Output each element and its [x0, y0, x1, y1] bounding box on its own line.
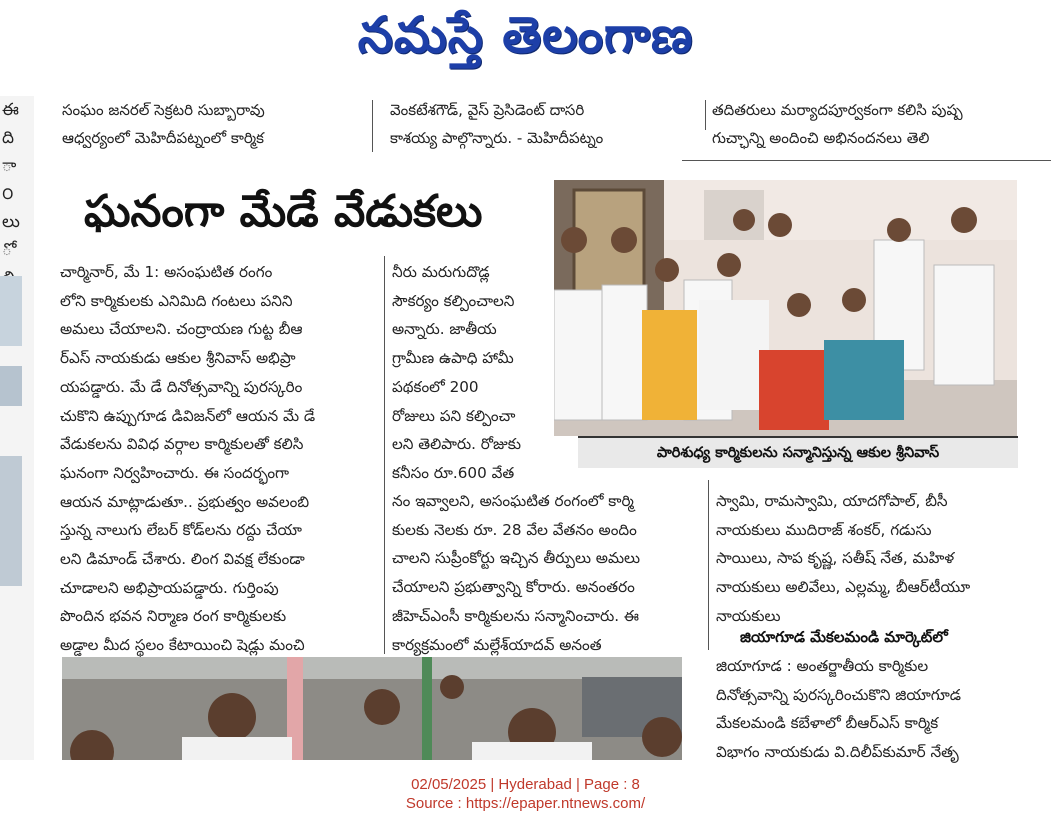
text-line: నాయకులు ముదిరాజ్ శంకర్, గడుసు	[716, 520, 932, 539]
photo-caption: పారిశుధ్య కార్మికులను సన్మానిస్తున్న ఆకుల శ్రీనివాస్	[578, 436, 1018, 468]
masthead-title: నమస్తే తెలంగాణ	[357, 6, 694, 64]
text-line: స్తున్న నాలుగు లేబర్ కోడ్‌లను రద్దు చేయా	[60, 521, 302, 540]
text-line: అమలు చేయాలని. చంద్రాయణ గుట్ట బీఆ	[60, 320, 303, 339]
article-column-right-2	[716, 652, 1046, 767]
edge-text-fragment: ా	[2, 156, 17, 176]
footer-source-line: Source : https://epaper.ntnews.com/	[405, 795, 646, 812]
top-strip-column-1	[62, 96, 362, 152]
adjacent-column-fragment	[0, 96, 34, 760]
text-line: కనీసం రూ.600 వేత	[392, 463, 515, 482]
column-divider	[384, 256, 385, 654]
text-line: సౌకర్యం కల్పించాలని	[392, 291, 515, 310]
headline: ఘనంగా మేడే వేడుకలు	[84, 186, 483, 237]
edge-text-fragment: లు	[2, 212, 20, 232]
text-line: లని డిమాండ్ చేశారు. లింగ వివక్ష లేకుండా	[60, 550, 305, 569]
text-line: చూడాలని అభిప్రాయపడ్డారు. గుర్తింపు	[60, 578, 279, 597]
edge-text-fragment: ో	[2, 240, 12, 260]
text-line: రోజులు పని కల్పించా	[392, 406, 516, 425]
edge-text-fragment: ౦	[2, 184, 14, 204]
text-line: మేకలమండి కబేళాలో బీఆర్ఎస్ కార్మిక	[716, 714, 939, 733]
text-line: జీహెచ్ఎంసీ కార్మికులను సన్మానించారు. ఈ	[392, 606, 639, 625]
article-column-left	[60, 258, 376, 660]
text-line: సంఘం జనరల్ సెక్రటరి సుబ్బారావు	[62, 101, 265, 119]
text-line: స్వామి, రామస్వామి, యాదగోపాల్, బీసీ	[716, 492, 948, 510]
text-line: నం ఇవ్వాలని, అసంఘటిత రంగంలో కార్మి	[392, 492, 634, 510]
text-line: చేయాలని ప్రభుత్వాన్ని కోరారు. అనంతరం	[392, 578, 635, 597]
text-line: నాయకులు	[716, 606, 781, 625]
text-line: నీరు మరుగుదొడ్ల	[392, 263, 490, 281]
footer	[0, 776, 1051, 812]
adjacent-photo-fragment	[0, 276, 22, 346]
text-line: గుచ్ఛాన్ని అందించి అభినందనలు తెలి	[712, 129, 930, 147]
text-line: చార్మినార్, మే 1: అసంఘటిత రంగం	[60, 263, 273, 281]
text-line: అడ్డాల మీద స్థలం కేటాయించి షెడ్లు మంచి	[60, 636, 305, 655]
news-photo-market	[62, 657, 682, 760]
text-line: పథకంలో 200	[392, 377, 479, 396]
text-line: పొందిన భవన నిర్మాణ రంగ కార్మికులకు	[60, 607, 287, 626]
adjacent-photo-fragment	[0, 366, 22, 406]
column-divider	[372, 100, 373, 152]
edge-text-fragment: ది	[2, 128, 15, 148]
footer-date-line: 02/05/2025 | Hyderabad | Page : 8	[411, 776, 640, 793]
text-line: తదితరులు మర్యాదపూర్వకంగా కలిసి పుష్ప	[712, 101, 963, 119]
column-divider	[705, 100, 706, 130]
text-line: లోని కార్మికులకు ఎనిమిది గంటలు పనిని	[60, 291, 293, 310]
text-line: సాయిలు, సాప కృష్ణ, సతీష్ నేత, మహిళ	[716, 549, 955, 568]
market-photo-illustration	[62, 657, 682, 760]
text-line: చాలని సుప్రీంకోర్టు ఇచ్చిన తీర్పులు అమలు	[392, 549, 641, 568]
text-line: ఘనంగా నిర్వహించారు. ఈ సందర్భంగా	[60, 463, 290, 482]
text-line: వెంకటేశగౌడ్, వైస్ ప్రెసిడెంట్ దాసరి	[390, 101, 585, 119]
column-divider	[708, 480, 709, 650]
article-column-right	[716, 487, 1046, 631]
edge-text-fragment: ఈ	[2, 100, 19, 120]
news-photo-felicitation	[554, 180, 1017, 436]
top-strip-column-2	[390, 96, 680, 152]
text-line: ర్ఎస్ నాయకుడు ఆకుల శ్రీనివాస్ అభిప్రా	[60, 349, 296, 368]
text-line: నాయకులు అలివేలు, ఎల్లమ్మ, బీఆర్‌టీయూ	[716, 578, 971, 597]
section-subhead: జియాగూడ మేకలమండి మార్కెట్‌లో	[740, 628, 948, 646]
text-line: జియాగూడ : అంతర్జాతీయ కార్మికుల	[716, 657, 929, 675]
text-line: లని తెలిపారు. రోజుకు	[392, 435, 521, 454]
masthead	[0, 0, 1051, 80]
text-line: ఆయన మాట్లాడుతూ.. ప్రభుత్వం అవలంబి	[60, 492, 310, 511]
text-line: కార్యక్రమంలో మల్లేశ్‌యాదవ్ అనంత	[392, 635, 602, 654]
article-column-middle	[392, 258, 542, 488]
text-line: కులకు నెలకు రూ. 28 వేల వేతనం అందిం	[392, 520, 637, 539]
text-line: విభాగం నాయకుడు వి.దిలీప్‌కుమార్ నేతృ	[716, 743, 959, 762]
text-line: చుకొని ఉప్పుగూడ డివిజన్‌లో ఆయన మే డే	[60, 406, 316, 425]
section-rule	[682, 160, 1051, 161]
text-line: దినోత్సవాన్ని పురస్కరించుకొని జియాగూడ	[716, 685, 961, 704]
top-strip-column-3	[712, 96, 1042, 152]
text-line: గ్రామీణ ఉపాధి హామీ	[392, 349, 514, 368]
text-line: ఆధ్వర్యంలో మెహిదీపట్నంలో కార్మిక	[62, 129, 264, 147]
text-line: యపడ్డారు. మే డే దినోత్సవాన్ని పురస్కరిం	[60, 377, 303, 396]
text-line: అన్నారు. జాతీయ	[392, 320, 497, 339]
felicitation-photo-illustration	[554, 180, 1017, 436]
adjacent-photo-fragment	[0, 456, 22, 586]
text-line: వేడుకలను వివిధ వర్గాల కార్మికులతో కలిసి	[60, 435, 304, 454]
text-line: కాశయ్య పాల్గొన్నారు. - మెహిదీపట్నం	[390, 129, 604, 147]
article-column-wide	[392, 487, 702, 659]
